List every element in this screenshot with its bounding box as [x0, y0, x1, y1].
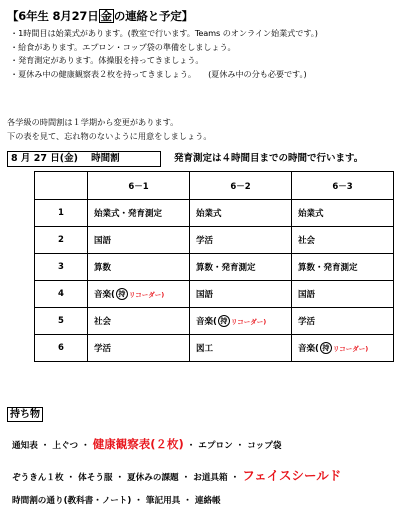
recorder-note: リコーダー) [332, 344, 369, 353]
belongings-line: 時間割の通り(教科書・ノート) ・ 筆記用具 ・ 連絡帳 [12, 496, 221, 506]
bullet-item: ・給食があります。エプロン・コップ袋の準備をしましょう。 [10, 41, 236, 52]
subject-cell: 図工 [190, 335, 292, 362]
subject-cell-music [190, 308, 292, 335]
timetable-header-row [35, 172, 394, 200]
bullet-item: ・夏休み中の健康観察表２枚を持ってきましょう。 (夏休み中の分も必要です。) [10, 68, 307, 79]
subject-cell: 学活 [88, 335, 190, 362]
class-header: 6－2 [190, 172, 292, 200]
timetable [34, 171, 394, 362]
subject-cell: 学活 [292, 308, 394, 335]
subject-cell: 算数・発育測定 [190, 254, 292, 281]
motsu-mark-icon: 持 [320, 342, 332, 354]
health-sheet-highlight: 健康観察表(２枚) [92, 437, 184, 451]
period-cell: 1 [35, 200, 88, 227]
timetable-date: 8 月 27 日(金) [11, 153, 78, 164]
period-cell: 6 [35, 335, 88, 362]
corner-cell [35, 172, 88, 200]
subject-cell: 国語 [190, 281, 292, 308]
recorder-note: リコーダー) [128, 290, 165, 299]
class-header: 6－1 [88, 172, 190, 200]
heading-suffix: の連絡と予定】 [113, 9, 193, 23]
motsu-mark-icon: 持 [218, 315, 230, 327]
notice-line: 下の表を見て、忘れ物のないように用意をしましょう。 [7, 131, 212, 141]
period-cell: 5 [35, 308, 88, 335]
schedule-notice [7, 115, 212, 143]
table-row [35, 227, 394, 254]
heading-prefix: 【6年生 8月27日 [7, 9, 99, 23]
subject-cell: 社会 [88, 308, 190, 335]
class-header: 6－3 [292, 172, 394, 200]
subject-cell: 算数 [88, 254, 190, 281]
subject-cell-music [292, 335, 394, 362]
page-heading [7, 8, 193, 24]
belongings-label: 持ち物 [7, 407, 43, 422]
subject-cell: 始業式 [292, 200, 394, 227]
bullet-item: ・1時間目は始業式があります。(教室で行います。Teams のオンライン始業式です。) [10, 28, 318, 38]
subject-text: 音楽( [298, 343, 319, 354]
subject-cell: 算数・発育測定 [292, 254, 394, 281]
table-row [35, 308, 394, 335]
table-row [35, 335, 394, 362]
subject-cell: 始業式 [190, 200, 292, 227]
period-cell: 2 [35, 227, 88, 254]
subject-cell: 国語 [292, 281, 394, 308]
table-row [35, 281, 394, 308]
table-row [35, 254, 394, 281]
period-cell: 4 [35, 281, 88, 308]
bullet-list [10, 27, 318, 81]
subject-cell: 社会 [292, 227, 394, 254]
timetable-label [7, 151, 161, 167]
belongings-text: ・ エプロン ・ コップ袋 [183, 441, 282, 451]
recorder-note: リコーダー) [230, 317, 267, 326]
subject-cell: 学活 [190, 227, 292, 254]
belongings-line [12, 466, 341, 484]
subject-cell: 国語 [88, 227, 190, 254]
notice-line: 各学級の時間割は１学期から変更があります。 [7, 117, 179, 127]
motsu-mark-icon: 持 [116, 288, 128, 300]
table-row [35, 200, 394, 227]
subject-cell-music [88, 281, 190, 308]
subject-text: 音楽( [196, 316, 217, 327]
heading-weekday: 金 [100, 9, 112, 23]
belongings-line [12, 436, 281, 452]
subject-cell: 始業式・発育測定 [88, 200, 190, 227]
timetable-title: 時間割 [91, 153, 120, 164]
period-cell: 3 [35, 254, 88, 281]
belongings-text: 通知表 ・ 上ぐつ ・ [12, 441, 93, 451]
bullet-item: ・発育測定があります。体操服を持ってきましょう。 [10, 55, 204, 65]
belongings-text: ぞうきん１枚 ・ 体そう服 ・ 夏休みの課題 ・ お道具箱 ・ [12, 473, 243, 483]
face-shield-highlight: フェイスシールド [242, 468, 342, 483]
timetable-note: 発育測定は４時間目までの時間で行います。 [174, 153, 364, 164]
subject-text: 音楽( [94, 289, 115, 300]
